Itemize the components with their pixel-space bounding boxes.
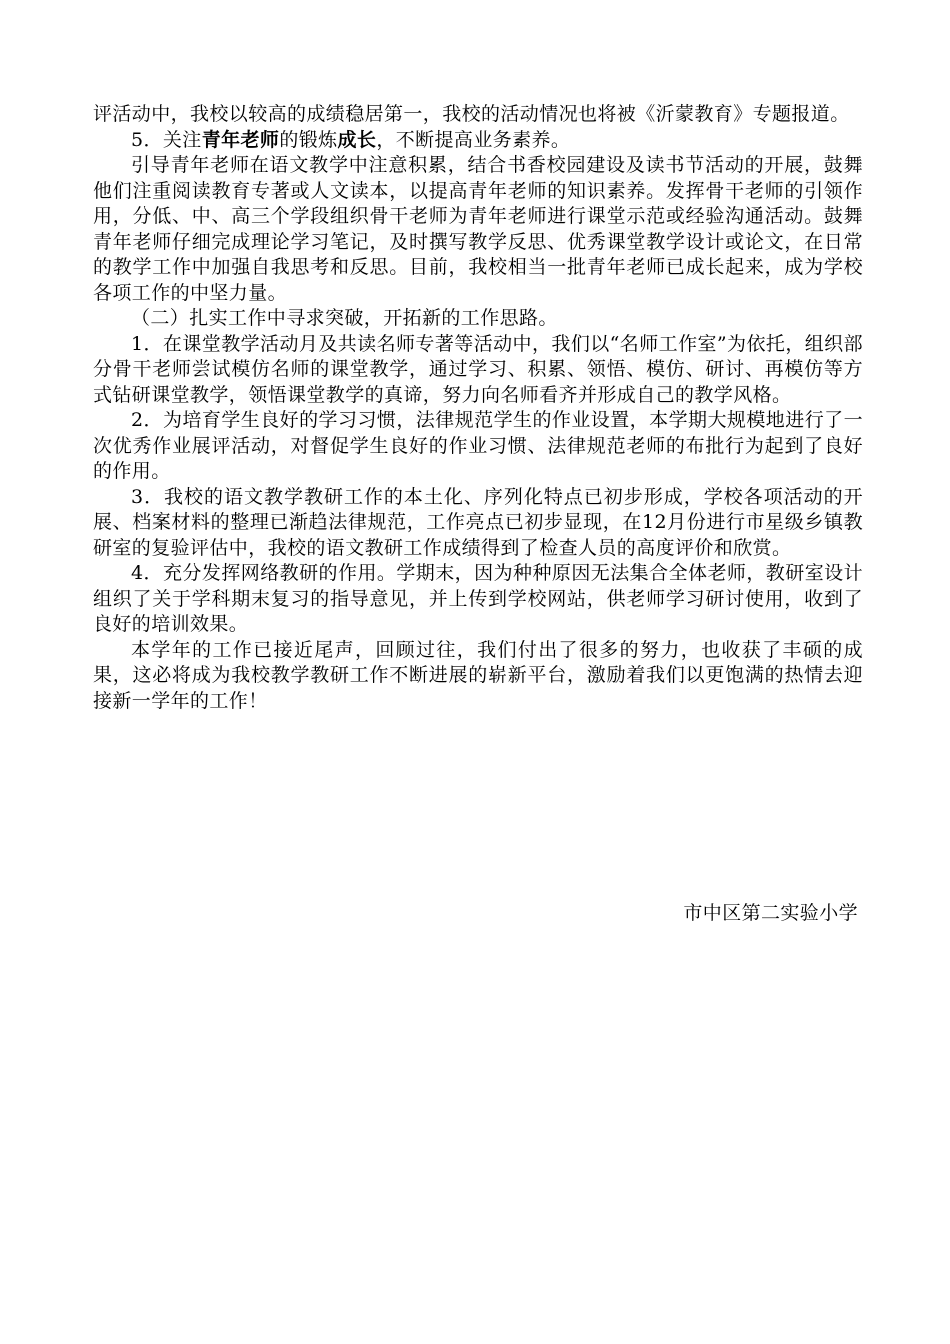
paragraph-young-teachers-detail: 引导青年老师在语文教学中注意积累，结合书香校园建设及读书节活动的开展，鼓舞他们注重阅读教育专著或人文读本，以提高青年老师的知识素养。发挥骨干老师的引领作用，分低、中、高三个学段组织骨干老师为青年老师进行课堂示范或经验沟通活动。鼓舞青年老师仔细完成理论学习笔记，及时撰写教学反思、优秀课堂教学设计或论文，在日常的教学工作中加强自我思考和反思。目前，我校相当一批青年老师已成长起来，成为学校各项工作的中坚力量。 xyxy=(93,154,863,304)
item-5-prefix: 5．关注 xyxy=(131,128,202,151)
paragraph-item-1: 1．在课堂教学活动月及共读名师专著等活动中，我们以“名师工作室”为依托，组织部分骨干老师尝试模仿名师的课堂教学，通过学习、积累、领悟、模仿、研讨、再模仿等方式钻研课堂教学，领悟课堂教学的真谛，努力向名师看齐并形成自己的教学风格。 xyxy=(93,332,863,406)
section-heading-two: （二）扎实工作中寻求突破，开拓新的工作思路。 xyxy=(131,307,558,329)
paragraph-conclusion: 本学年的工作已接近尾声，回顾过往，我们付出了很多的努力，也收获了丰硕的成果，这必将成为我校教学教研工作不断进展的崭新平台，激励着我们以更饱满的热情去迎接新一学年的工作！ xyxy=(93,638,863,712)
paragraph-item-5-heading xyxy=(93,128,863,154)
item-5-suffix: ，不断提高业务素养。 xyxy=(376,128,571,151)
paragraph-continued: 评活动中，我校以较高的成绩稳居第一，我校的活动情况也将被《沂蒙教育》专题报道。 xyxy=(93,103,850,125)
paragraph-item-2: 2．为培育学生良好的学习习惯，法律规范学生的作业设置，本学期大规模地进行了一次优秀作业展评活动，对督促学生良好的作业习惯、法律规范老师的布批行为起到了良好的作用。 xyxy=(93,409,863,482)
paragraph-item-4: 4．充分发挥网络教研的作用。学期末，因为种种原因无法集合全体老师，教研室设计组织了关于学科期末复习的指导意见，并上传到学校网站，供老师学习研讨使用，收到了良好的培训效果。 xyxy=(93,562,863,635)
document-body xyxy=(93,102,863,714)
item-5-bold-growth: 成长 xyxy=(337,128,377,151)
signature-school-name: 市中区第二实验小学 xyxy=(683,902,858,924)
item-5-middle: 的锻炼 xyxy=(279,128,338,151)
paragraph-item-3: 3．我校的语文教学教研工作的本土化、序列化特点已初步形成，学校各项活动的开展、档案材料的整理已渐趋法律规范，工作亮点已初步显现，在12月份进行市星级乡镇教研室的复验评估中，我校的语文教研工作成绩得到了检查人员的高度评价和欣赏。 xyxy=(93,485,863,559)
item-5-bold-young-teachers: 青年老师 xyxy=(201,128,280,151)
